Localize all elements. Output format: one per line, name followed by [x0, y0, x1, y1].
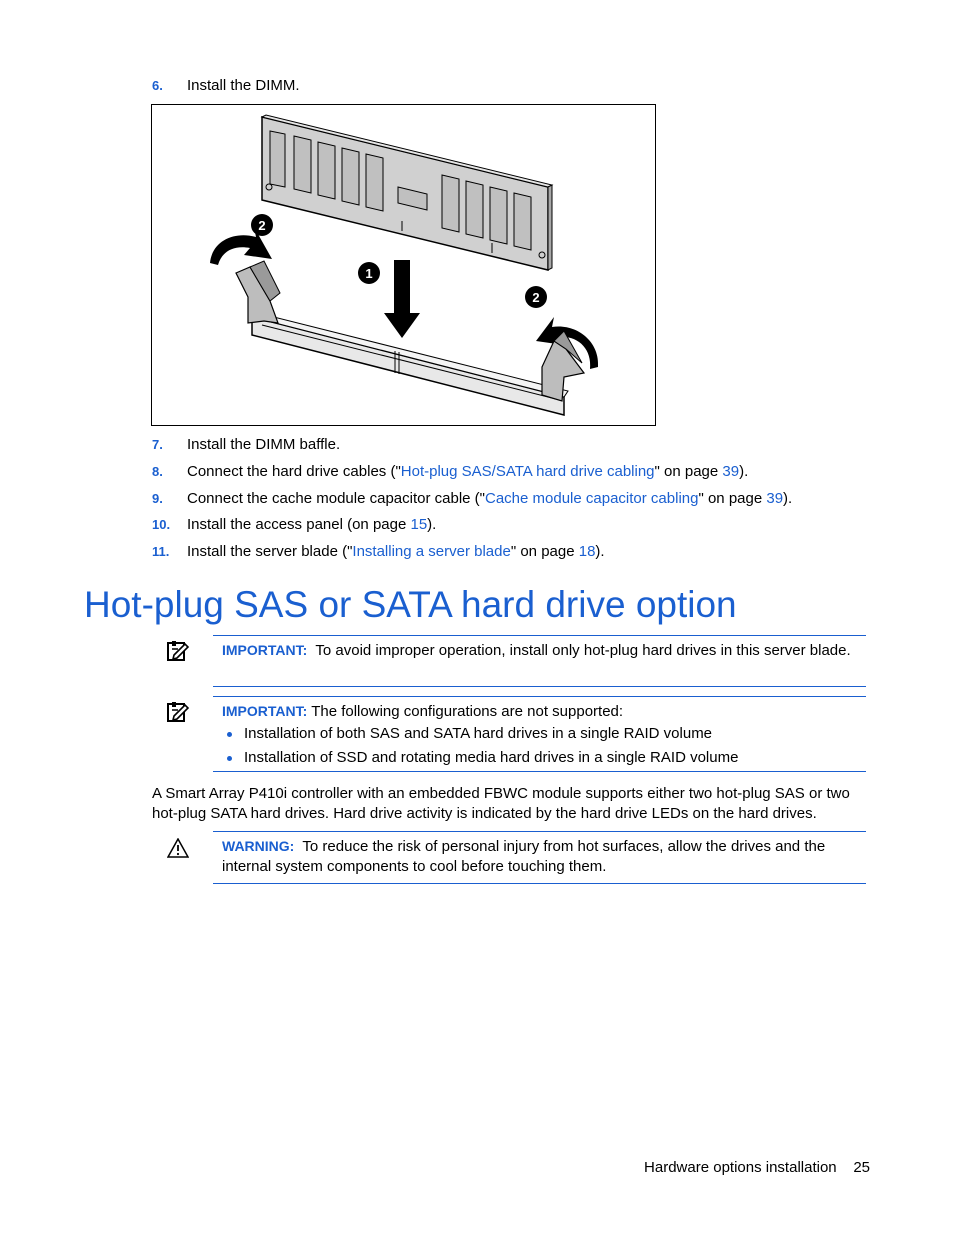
important-icon — [166, 700, 190, 728]
step-text-part: ). — [783, 490, 793, 507]
page-15-link[interactable]: 15 — [410, 516, 428, 533]
step-text: Install the DIMM. — [187, 77, 300, 94]
step-number: 6. — [152, 78, 163, 93]
insert-down-arrow — [384, 260, 420, 338]
step-text-part: " on page — [510, 543, 579, 560]
bullet-icon — [227, 732, 232, 737]
dimm-slot — [252, 313, 568, 415]
step-text — [187, 434, 340, 456]
step-text-part: Connect the cache module capacitor cable (" — [187, 490, 485, 507]
dimm-module — [262, 115, 552, 270]
step-number: 8. — [152, 464, 163, 479]
step-text-part: " on page — [654, 463, 723, 480]
callout-2-left — [251, 214, 273, 236]
notice-keyword: IMPORTANT: — [222, 703, 308, 719]
installing-server-blade-link[interactable]: Installing a server blade — [352, 543, 511, 560]
step-text — [187, 514, 436, 536]
step-text-part: Install the DIMM baffle. — [187, 436, 341, 453]
step-text-part: " on page — [698, 490, 767, 507]
notice-text — [222, 836, 866, 877]
dimm-installation-figure — [151, 104, 656, 426]
important-notice-2 — [213, 696, 866, 772]
body-paragraph: A Smart Array P410i controller with an embedded FBWC module supports either two hot-plug SAS or two hot-plug SATA hard drives. Hard drive activity is indicated by the hard drive LEDs on the hard drives. — [152, 785, 850, 822]
step-text-part: ). — [427, 516, 437, 533]
list-item-text: Installation of both SAS and SATA hard drives in a single RAID volume — [244, 725, 713, 742]
callout-label: 1 — [365, 266, 373, 281]
callout-label: 2 — [532, 290, 540, 305]
left-latch — [236, 261, 280, 323]
step-text-part: ). — [595, 543, 605, 560]
section-title: Hot-plug SAS or SATA hard drive option — [84, 584, 737, 625]
callout-label: 2 — [258, 218, 266, 233]
notice-text — [222, 701, 866, 722]
step-text-part: Install the server blade (" — [187, 543, 353, 560]
list-item-text: Installation of SSD and rotating media hard drives in a single RAID volume — [244, 749, 739, 766]
notice-keyword: WARNING: — [222, 838, 295, 854]
step-number: 10. — [152, 517, 171, 532]
dimm-illustration — [152, 105, 655, 425]
warning-notice — [213, 831, 866, 884]
notice-body: The following configurations are not supported: — [311, 703, 624, 720]
notice-keyword: IMPORTANT: — [222, 642, 308, 658]
capacitor-cabling-link[interactable]: Cache module capacitor cabling — [485, 490, 699, 507]
step-number: 9. — [152, 491, 163, 506]
page-39-link[interactable]: 39 — [722, 463, 740, 480]
step-text — [187, 461, 748, 483]
step-number: 11. — [152, 544, 170, 559]
notice-body: To reduce the risk of personal injury from hot surfaces, allow the drives and the internal system components to cool before touching them. — [222, 838, 826, 875]
warning-icon — [167, 838, 189, 862]
hard-drive-cabling-link[interactable]: Hot-plug SAS/SATA hard drive cabling — [400, 463, 655, 480]
notice-text — [222, 640, 866, 661]
step-number: 7. — [152, 437, 163, 452]
step-text — [187, 488, 792, 510]
page-39-link[interactable]: 39 — [766, 490, 784, 507]
step-text — [187, 541, 605, 563]
bullet-icon — [227, 756, 232, 761]
callout-1 — [358, 262, 380, 284]
page-footer — [644, 1157, 870, 1179]
step-text-part: Install the access panel (on page — [187, 516, 411, 533]
callout-2-right — [525, 286, 547, 308]
important-notice-1 — [213, 635, 866, 687]
important-icon — [166, 639, 190, 667]
footer-page-number: 25 — [853, 1159, 870, 1176]
step-text-part: ). — [739, 463, 749, 480]
footer-section: Hardware options installation — [644, 1159, 837, 1176]
page-18-link[interactable]: 18 — [578, 543, 596, 560]
step-text-part: Connect the hard drive cables (" — [187, 463, 401, 480]
notice-body: To avoid improper operation, install only hot-plug hard drives in this server blade. — [315, 642, 851, 659]
